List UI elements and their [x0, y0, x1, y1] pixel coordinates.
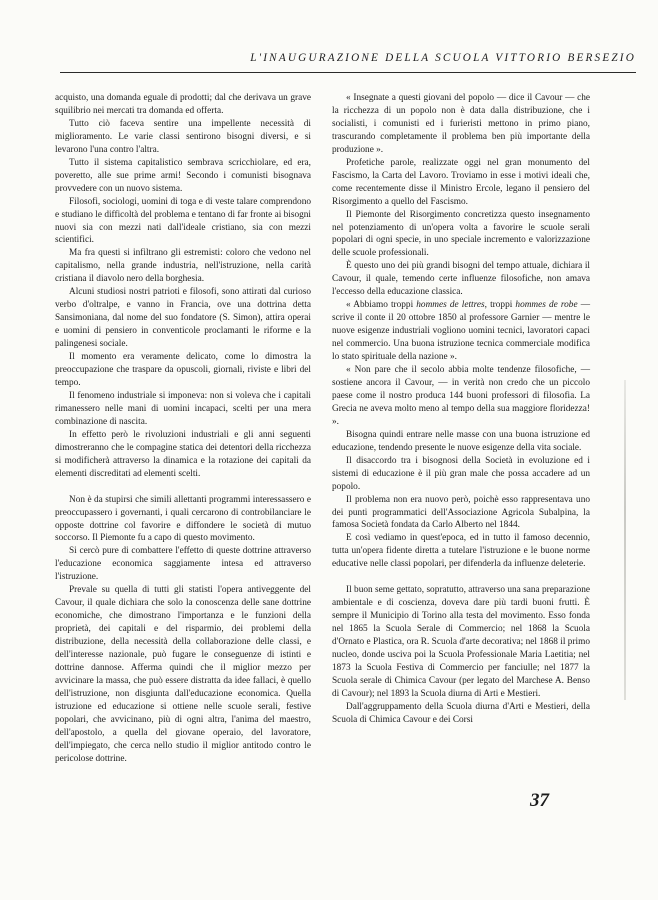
paragraph: Il fenomeno industriale si imponeva: non si voleva che i capitali rimanessero nelle mani di uomini incapaci, scelti per una mera combinazione di nascita. — [55, 390, 311, 427]
paragraph: Non è da stupirsi che simili allettanti programmi interessassero e preoccupassero i governanti, i quali cercarono di controbilanciare le opposte dottrine col favorire e diffondere le società di mutuo soccorso. Il Piemonte fu a capo di questo movimento. — [55, 494, 311, 544]
paragraph: Il buon seme gettato, sopratutto, attraverso una sana preparazione ambientale e di coscienza, doveva dare più tardi buoni frutti. È sempre il Municipio di Torino alla testa del movimento. Esso fonda nel 1865 la Scuola Serale di Commercio; nel 1868 la Scuola d'Ornato e Plastica, ora R. Scuola d'arte decorativa; nel 1868 il primo nucleo, donde usciva poi la Scuola Professionale Maria Laetitia; nel 1873 la Scuola Festiva di Commercio per fanciulle; nel 1877 la Scuola serale di Chimica Cavour (per legato del Marchese A. Benso di Cavour); nel 1893 la Scuola diurna di Arti e Mestieri. — [332, 585, 590, 699]
italic-phrase: hommes de lettres — [416, 300, 485, 311]
paragraph: « Non pare che il secolo abbia molte tendenze filosofiche, — sostiene ancora il Cavour, — in verità non credo che un piccolo paese come il nostro produca 144 buoni professori di filosofia. La Grecia ne aveva molto meno al tempo della sua maggiore floridezza! ». — [332, 365, 590, 427]
paragraph: Prevale su quella di tutti gli statisti l'opera antiveggente del Cavour, il quale dichiara che solo la conoscenza delle sane dottrine economiche, che dimostrano l'importanza e le funzioni della proprietà, dei capitali e del risparmio, dei problemi della distribuzione, della necessità della collaborazione delle classi, e dell'interesse nazionale, può fugare le conseguenze di istinti e dottrine dannose. Afferma quindi che il miglior mezzo per avvicinare la massa, che può essere distratta da idee fallaci, è quello dell'istruzione, non disgiunta dall'educazione economica. Quella istruzione ed educazione si ottiene nelle scuole serali, festive popolari, che avvicinano, più di ogni altra, l'anima del maestro, dell'apostolo, a quella del giovane operaio, del lavoratore, dell'impiegato, che cerca nello studio il miglior antitodo contro le pericolose dottrine. — [55, 585, 311, 764]
paragraph: È questo uno dei più grandi bisogni del tempo attuale, dichiara il Cavour, il quale, temendo certe influenze filosofiche, non amava l'eccesso della educazione classica. — [332, 261, 590, 298]
text-run: , troppi — [484, 300, 516, 311]
paragraph: Bisogna quindi entrare nelle masse con una buona istruzione ed educazione, tendendo presente le nuove esigenze della vita sociale. — [332, 429, 590, 453]
left-column — [55, 92, 311, 766]
paragraph-with-italics — [332, 299, 590, 364]
paragraph: Dall'aggruppamento della Scuola diurna d'Arti e Mestieri, della Scuola di Chimica Cavour e dei Corsi — [332, 701, 590, 725]
scan-artifact — [624, 380, 626, 700]
paragraph: acquisto, una domanda eguale di prodotti; dal che derivava un grave squilibrio nei mercati tra domanda ed offerta. — [55, 93, 311, 116]
running-header: L'INAUGURAZIONE DELLA SCUOLA VITTORIO BERSEZIO — [250, 52, 636, 64]
text-run: — scrive il conte il 20 ottobre 1850 al professore Garnier — mentre le nuove esigenze industriali vogliono uomini tecnici, lavoratori capaci nel commercio. Una buona istruzione tecnica commerciale modifica lo stato spirituale della nazione ». — [332, 300, 591, 363]
paragraph: Il momento era veramente delicato, come lo dimostra la preoccupazione che traspare da opuscoli, giornali, riviste e libri del tempo. — [55, 352, 311, 388]
page-number: 37 — [530, 790, 549, 811]
header-rule — [60, 72, 636, 73]
paragraph: Tutto ciò faceva sentire una impellente necessità di miglioramento. Le varie classi sentirono bisogni diversi, e si levarono l'una contro l'altra. — [55, 118, 311, 155]
paragraph: « Insegnate a questi giovani del popolo — dice il Cavour — che la ricchezza di un popolo non è data dalla distribuzione, che i socialisti, i comunisti ed i furieristi mettono in primo piano, trascurando completamente il problema ben più importante della produzione ». — [332, 93, 590, 155]
paragraph: Il Piemonte del Risorgimento concretizza questo insegnamento nel potenziamento di un'opera volta a favorire le scuole serali popolari di ogni specie, in uno speciale incremento e valorizzazione delle scuole professionali. — [332, 209, 590, 259]
paragraph: Tutto il sistema capitalistico sembrava scricchiolare, ed era, poveretto, alle sue prime armi! Secondo i comunisti bisognava provvedere con un nuovo sistema. — [55, 157, 311, 194]
right-column — [332, 92, 590, 727]
paragraph: Alcuni studiosi nostri patrioti e filosofi, sono attirati dal curioso verbo d'oltralpe, e vanno in Francia, ove una dottrina detta Sansimoniana, dal nome del suo fondatore (S. Simon), attira operai e uomini di pensiero in conventicole proclamanti le riforme e la palingenesi sociale. — [55, 287, 311, 350]
paragraph: Si cercò pure di combattere l'effetto di queste dottrine attraverso l'educazione economica saggiamente intesa ed attraverso l'istruzione. — [55, 546, 311, 583]
paragraph: Ma fra questi si infiltrano gli estremisti: coloro che vedono nel capitalismo, nella grande industria, nell'istruzione, nella carità cristiana il diavolo nero della borghesia. — [55, 248, 311, 285]
paragraph: In effetto però le rivoluzioni industriali e gli anni seguenti dimostreranno che le compagine statica dei detentori della ricchezza si modificherà attraverso la dinamica e la rotazione dei capitali da elementi discreditati ad elementi scelti. — [55, 429, 311, 479]
paragraph: Filosofi, sociologi, uomini di toga e di veste talare comprendono e studiano le difficoltà del problema e tentano di far fronte ai bisogni nuovi sia con mezzi nati dall'ideale cristiano, sia con mezzi scientifici. — [55, 196, 311, 246]
paragraph: Profetiche parole, realizzate oggi nel gran monumento del Fascismo, la Carta del Lavoro. Troviamo in esse i motivi ideali che, come recentemente disse il Ministro Ercole, legano il pensiero del Risorgimento a quello del Fascismo. — [332, 157, 590, 207]
text-run: « Abbiamo troppi — [346, 300, 417, 311]
italic-phrase: hommes de robe — [515, 300, 578, 311]
paragraph: Il disaccordo tra i bisognosi della Società in evoluzione ed i sistemi di educazione è il più gran male che possa accadere ad un popolo. — [332, 455, 590, 492]
paragraph: E così vediamo in quest'epoca, ed in tutto il famoso decennio, tutta un'opera fidente diretta a tutelare l'istruzione e le buone norme educative nelle classi popolari, per difenderla da influenze deleterie. — [332, 533, 590, 570]
paragraph: Il problema non era nuovo però, poichè esso rappresentava uno dei punti programmatici dell'Associazione Agricola Subalpina, la famosa Società fondata da Carlo Alberto nel 1844. — [332, 494, 590, 531]
